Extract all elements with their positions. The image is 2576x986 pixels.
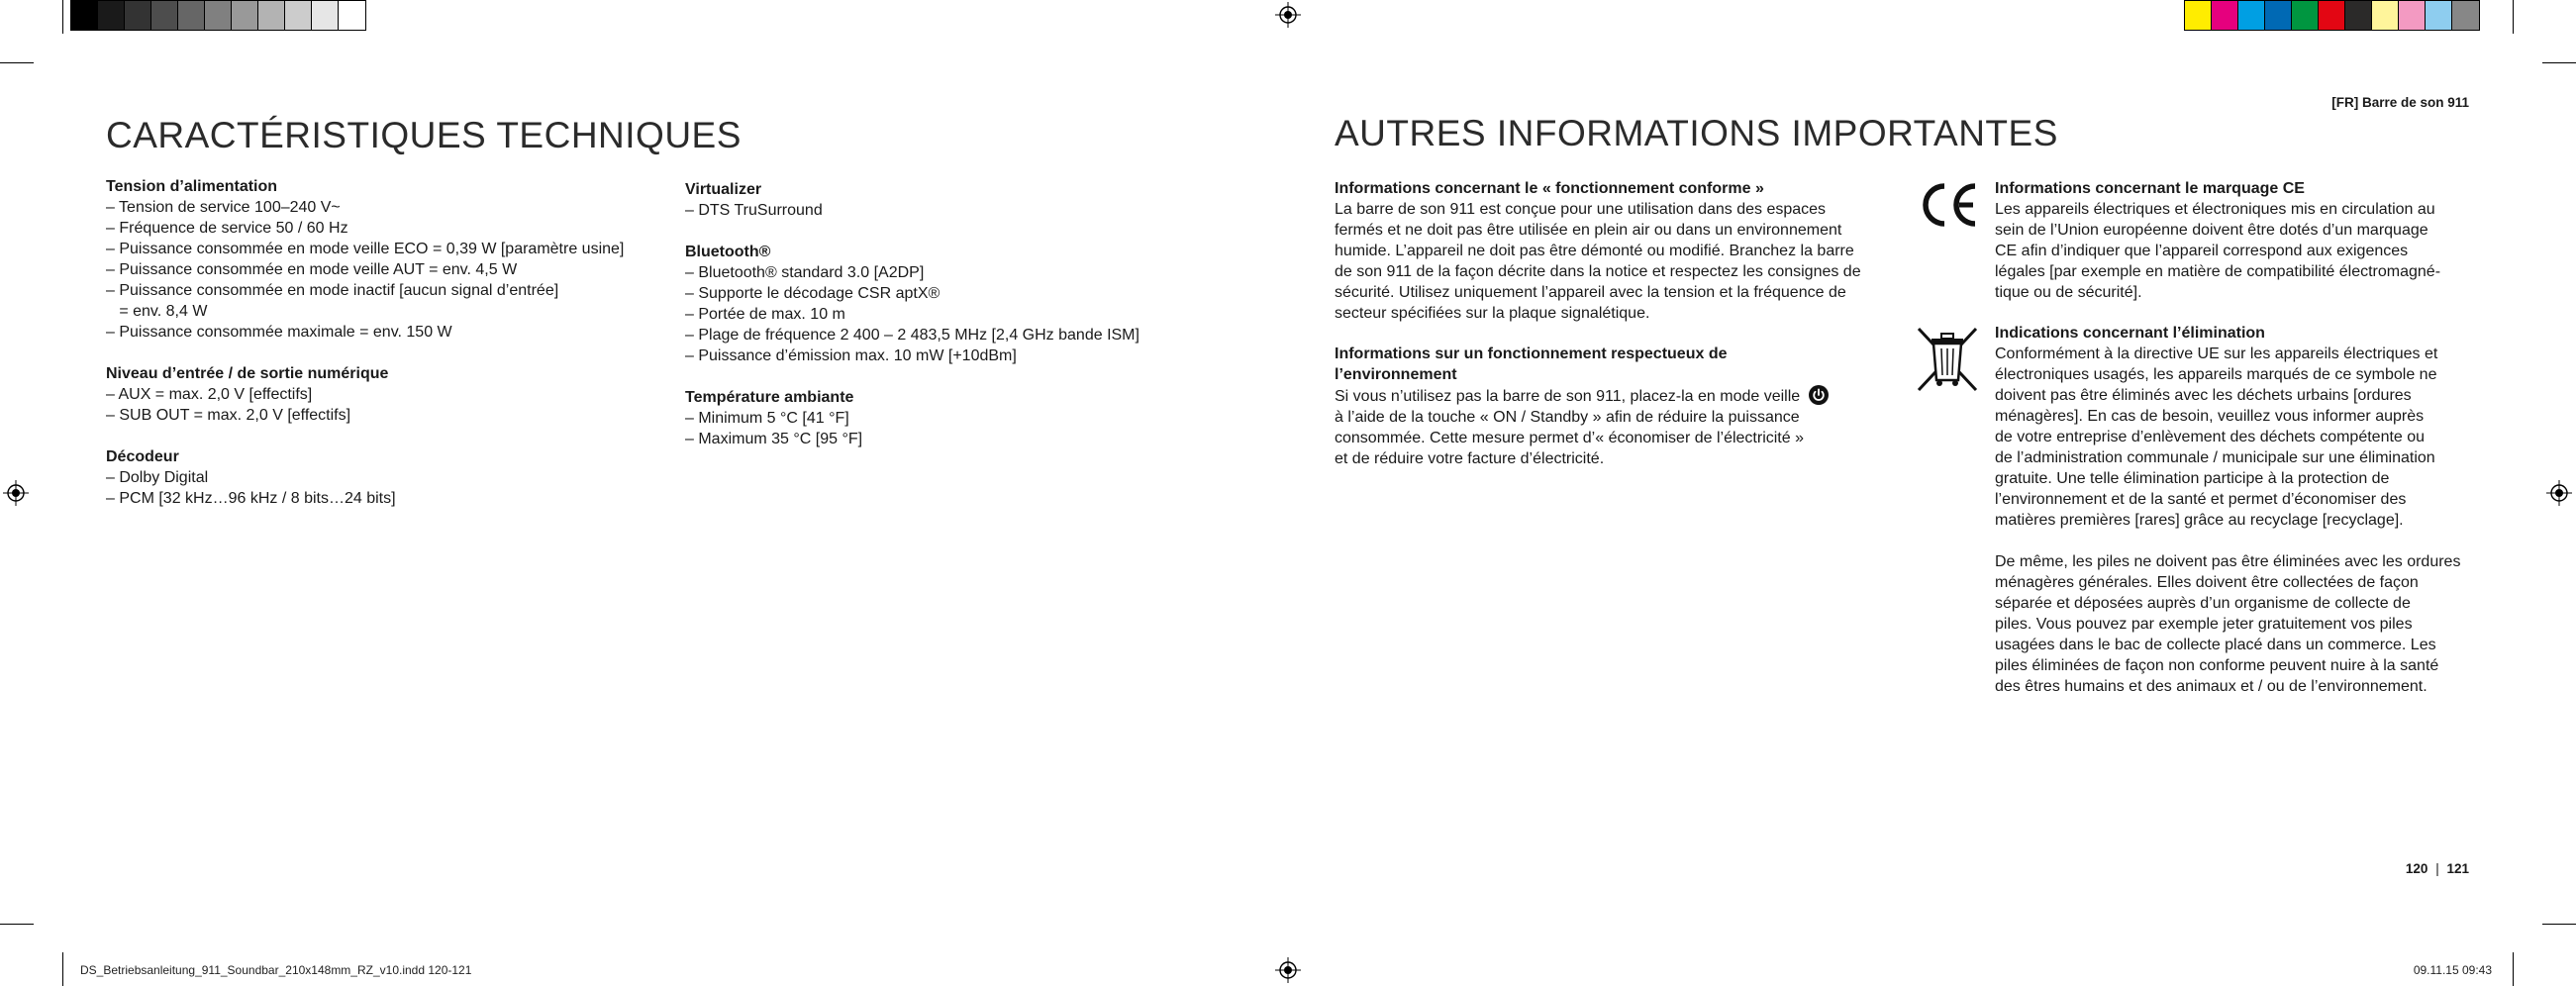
- body-line: – SUB OUT = max. 2,0 V [effectifs]: [106, 407, 351, 424]
- body-line: sécurité. Utilisez uniquement l’appareil avec la tension et la fréquence de: [1335, 284, 1846, 301]
- gray-swatch: [125, 1, 151, 30]
- color-swatch: [2238, 1, 2265, 30]
- body-line: – Bluetooth® standard 3.0 [A2DP]: [685, 264, 925, 281]
- color-swatch: [2265, 1, 2292, 30]
- body-line: – AUX = max. 2,0 V [effectifs]: [106, 386, 313, 403]
- body-line: à l’aide de la touche « ON / Standby » afin de réduire la puissance: [1335, 409, 1800, 426]
- body-line: piles éliminées de façon non conforme peuvent nuire à la santé: [1995, 657, 2439, 674]
- color-swatch: [2319, 1, 2345, 30]
- body-line: l’environnement et de la santé et permet d’économiser des: [1995, 491, 2407, 508]
- body-line: La barre de son 911 est conçue pour une utilisation dans des espaces: [1335, 201, 1827, 218]
- crop-mark-bottom-left: [0, 924, 34, 925]
- section-title-line-2: l’environnement: [1335, 366, 1457, 383]
- gray-swatch: [339, 1, 365, 30]
- body-line: fermés et ne doit pas être utilisée en plein air ou dans un environnement: [1335, 222, 1842, 239]
- section-title: Tension d’alimentation: [106, 178, 278, 195]
- gray-swatch: [205, 1, 232, 30]
- section-title: Niveau d’entrée / de sortie numérique: [106, 365, 389, 382]
- process-color-bar: [2184, 0, 2480, 31]
- body-line: piles. Vous pouvez par exemple jeter gratuitement vos piles: [1995, 616, 2413, 633]
- body-line: des êtres humains et des animaux et / ou de l’environnement.: [1995, 678, 2427, 695]
- color-swatch: [2292, 1, 2319, 30]
- page-number-right: 121: [2446, 861, 2469, 876]
- body-line: de votre entreprise d’enlèvement des déchets compétente ou: [1995, 429, 2426, 445]
- crop-mark-bottom-right-v: [2513, 952, 2514, 986]
- body-line: – Minimum 5 °C [41 °F]: [685, 410, 849, 427]
- body-line: légales [par exemple en matière de compatibilité électromagné-: [1995, 263, 2441, 280]
- page-number-separator: |: [2435, 861, 2439, 876]
- color-swatch: [2452, 1, 2479, 30]
- page-number-left: 120: [2405, 861, 2428, 876]
- color-swatch: [2372, 1, 2399, 30]
- registration-mark-top-icon: [1275, 2, 1301, 28]
- body-line: humide. L’appareil ne doit pas être démonté ou modifié. Branchez la barre: [1335, 243, 1854, 259]
- body-line: et de réduire votre facture d’électricité.: [1335, 450, 1605, 467]
- body-line: – Supporte le décodage CSR aptX®: [685, 285, 941, 302]
- body-line: doivent pas être éliminés avec les déchets urbains [ordures: [1995, 387, 2412, 404]
- body-line: matières premières [rares] grâce au recyclage [recyclage].: [1995, 512, 2404, 529]
- body-line: ménagères]. En cas de besoin, veuillez vous informer auprès: [1995, 408, 2425, 425]
- gray-swatch: [178, 1, 205, 30]
- spec-column-2: [685, 179, 1139, 449]
- gray-swatch: [258, 1, 285, 30]
- section-title: Décodeur: [106, 448, 179, 465]
- section-title: Virtualizer: [685, 181, 762, 198]
- body-line: gratuite. Une telle élimination participe à la protection de: [1995, 470, 2390, 487]
- body-line: – Tension de service 100–240 V~: [106, 199, 341, 216]
- conforming-use-section: [1335, 178, 1861, 324]
- page-title-right: AUTRES INFORMATIONS IMPORTANTES: [1335, 113, 2058, 153]
- color-swatch: [2212, 1, 2238, 30]
- page-title-left: CARACTÉRISTIQUES TECHNIQUES: [106, 115, 742, 155]
- standby-power-icon: [1809, 385, 1829, 405]
- body-line: usagées dans le bac de collecte placé dans un commerce. Les: [1995, 637, 2436, 653]
- spec-section: [685, 242, 1139, 366]
- body-line: tique ou de sécurité].: [1995, 284, 2142, 301]
- body-line: – Dolby Digital: [106, 469, 209, 486]
- slug-date: 09.11.15 09:43: [2413, 963, 2492, 977]
- section-title: Bluetooth®: [685, 244, 771, 260]
- body-line: de l’administration communale / municipale sur une élimination: [1995, 449, 2435, 466]
- spec-column-1: [106, 176, 624, 509]
- body-line: De même, les piles ne doivent pas être éliminées avec les ordures: [1995, 553, 2461, 570]
- registration-mark-right-icon: [2546, 480, 2572, 506]
- disposal-section: [1995, 323, 2460, 697]
- gray-swatch: [285, 1, 312, 30]
- body-line: – Fréquence de service 50 / 60 Hz: [106, 220, 348, 237]
- spec-section: [685, 179, 1139, 221]
- ce-section: [1995, 178, 2460, 303]
- registration-mark-left-icon: [3, 480, 29, 506]
- body-line: – Puissance d’émission max. 10 mW [+10dBm]: [685, 347, 1017, 364]
- color-swatch: [2345, 1, 2372, 30]
- body-line: ménagères générales. Elles doivent être collectées de façon: [1995, 574, 2419, 591]
- body-text: Si vous n’utilisez pas la barre de son 911, placez-la en mode veille: [1335, 388, 1801, 405]
- body-line: – Puissance consommée en mode veille ECO = 0,39 W [paramètre usine]: [106, 241, 625, 257]
- section-title: Informations concernant le marquage CE: [1995, 180, 2305, 197]
- body-line: séparée et déposées auprès d’un organisme de collecte de: [1995, 595, 2411, 612]
- section-tag: [FR] Barre de son 911: [2331, 95, 2469, 110]
- body-line: secteur spécifiées sur la plaque signalétique.: [1335, 305, 1650, 322]
- section-title: Température ambiante: [685, 389, 854, 406]
- color-swatch: [2426, 1, 2452, 30]
- color-swatch: [2399, 1, 2426, 30]
- body-line: consommée. Cette mesure permet d’« économiser de l’électricité »: [1335, 430, 1804, 446]
- body-line: – PCM [32 kHz…96 kHz / 8 bits…24 bits]: [106, 490, 396, 507]
- body-line: de son 911 de la façon décrite dans la notice et respectez les consignes de: [1335, 263, 1861, 280]
- color-swatch: [2185, 1, 2212, 30]
- section-title: Indications concernant l’élimination: [1995, 325, 2265, 342]
- info-column-1: [1335, 178, 1861, 469]
- crop-mark-bottom-left-v: [62, 952, 63, 986]
- gray-swatch: [98, 1, 125, 30]
- body-line: CE afin d’indiquer que l’appareil correspond aux exigences: [1995, 243, 2409, 259]
- crop-mark-top-left: [0, 62, 34, 63]
- body-line: électroniques usagés, les appareils marqués de ce symbole ne: [1995, 366, 2437, 383]
- spec-section: [685, 387, 1139, 449]
- body-line: – Maximum 35 °C [95 °F]: [685, 431, 863, 447]
- body-line: [1335, 385, 1861, 407]
- gray-swatch: [71, 1, 98, 30]
- crop-mark-bottom-right: [2542, 924, 2576, 925]
- slug-file-info: DS_Betriebsanleitung_911_Soundbar_210x148mm_RZ_v10.indd 120-121: [80, 963, 472, 977]
- spec-section: [106, 363, 624, 426]
- crossed-bin-icon: [1913, 325, 1982, 394]
- ce-mark-icon: [1919, 180, 1980, 230]
- section-title-line-1: Informations sur un fonctionnement respectueux de: [1335, 345, 1728, 362]
- page-numbers: [2406, 861, 2469, 876]
- body-line: Conformément à la directive UE sur les appareils électriques et: [1995, 345, 2438, 362]
- body-line: – Portée de max. 10 m: [685, 306, 845, 323]
- crop-mark-top-right-v: [2513, 0, 2514, 34]
- eco-section: [1335, 344, 1861, 469]
- gray-swatch: [312, 1, 339, 30]
- info-column-2: [1995, 178, 2460, 697]
- body-line: Les appareils électriques et électroniques mis en circulation au: [1995, 201, 2435, 218]
- gray-swatch: [232, 1, 258, 30]
- crop-mark-top-left-v: [62, 0, 63, 34]
- section-title: Informations concernant le « fonctionnement conforme »: [1335, 180, 1764, 197]
- body-line: – Puissance consommée en mode inactif [aucun signal d’entrée]: [106, 282, 559, 299]
- spec-section: [106, 446, 624, 509]
- crop-mark-top-right: [2542, 62, 2576, 63]
- body-line: = env. 8,4 W: [106, 303, 208, 320]
- registration-mark-bottom-icon: [1275, 957, 1301, 983]
- body-line: – Puissance consommée maximale = env. 150 W: [106, 324, 452, 341]
- gray-swatch: [151, 1, 178, 30]
- body-line: – Plage de fréquence 2 400 – 2 483,5 MHz [2,4 GHz bande ISM]: [685, 327, 1139, 344]
- body-line: – Puissance consommée en mode veille AUT = env. 4,5 W: [106, 261, 518, 278]
- spec-section: [106, 176, 624, 343]
- body-line: sein de l’Union européenne doivent être dotés d’un marquage: [1995, 222, 2428, 239]
- body-line: – DTS TruSurround: [685, 202, 823, 219]
- gray-color-bar: [70, 0, 366, 31]
